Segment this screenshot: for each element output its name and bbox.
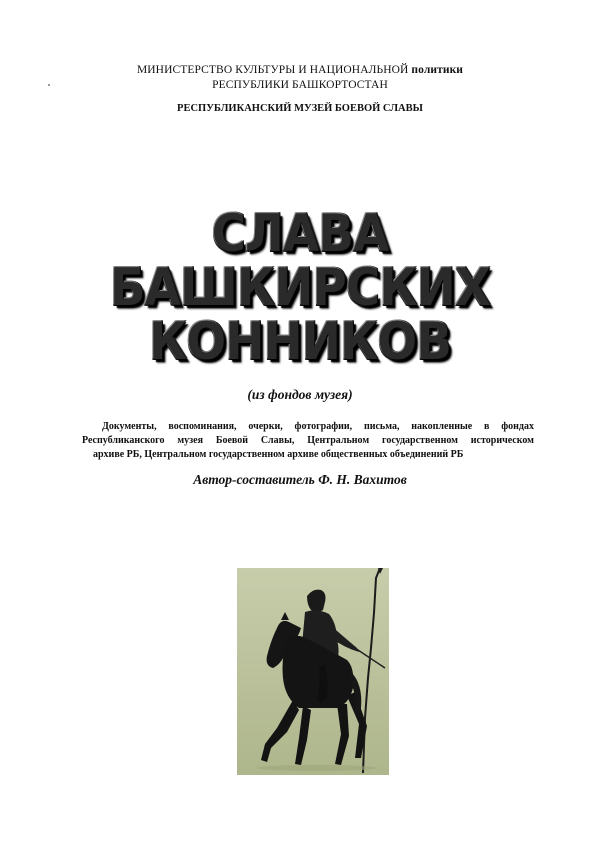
title-line-3: КОННИКОВ [148,312,452,372]
title-line-2: БАШКИРСКИХ [109,258,491,318]
book-title [30,204,570,372]
description-line-1: Документы, воспоминания, очерки, фотографии, письма, накопленные в фондах [102,421,534,432]
description-line-3: архиве РБ, Центральном государственном архиве общественных объединений РБ [93,449,464,460]
cavalryman-photo [237,568,389,775]
ministry-line-1-normal: МИНИСТЕРСТВО КУЛЬТУРЫ И НАЦИОНАЛЬНОЙ [136,64,409,76]
ministry-line-1 [0,63,600,78]
title-line-1: СЛАВА [211,204,389,264]
description-line-2: Республиканского музея Боевой Славы, Центральном государственном историческом [82,435,534,446]
subtitle: (из фондов музея) [247,387,353,402]
description [82,420,534,462]
museum-name: РЕСПУБЛИКАНСКИЙ МУЗЕЙ БОЕВОЙ СЛАВЫ [177,103,423,114]
ministry-header [0,63,600,93]
cavalryman-silhouette-icon [237,568,389,775]
ministry-line-2: РЕСПУБЛИКИ БАШКОРТОСТАН [212,79,388,91]
author-line: Автор-составитель Ф. Н. Вахитов [193,472,407,487]
ministry-line-1-bold: политики [411,64,464,76]
